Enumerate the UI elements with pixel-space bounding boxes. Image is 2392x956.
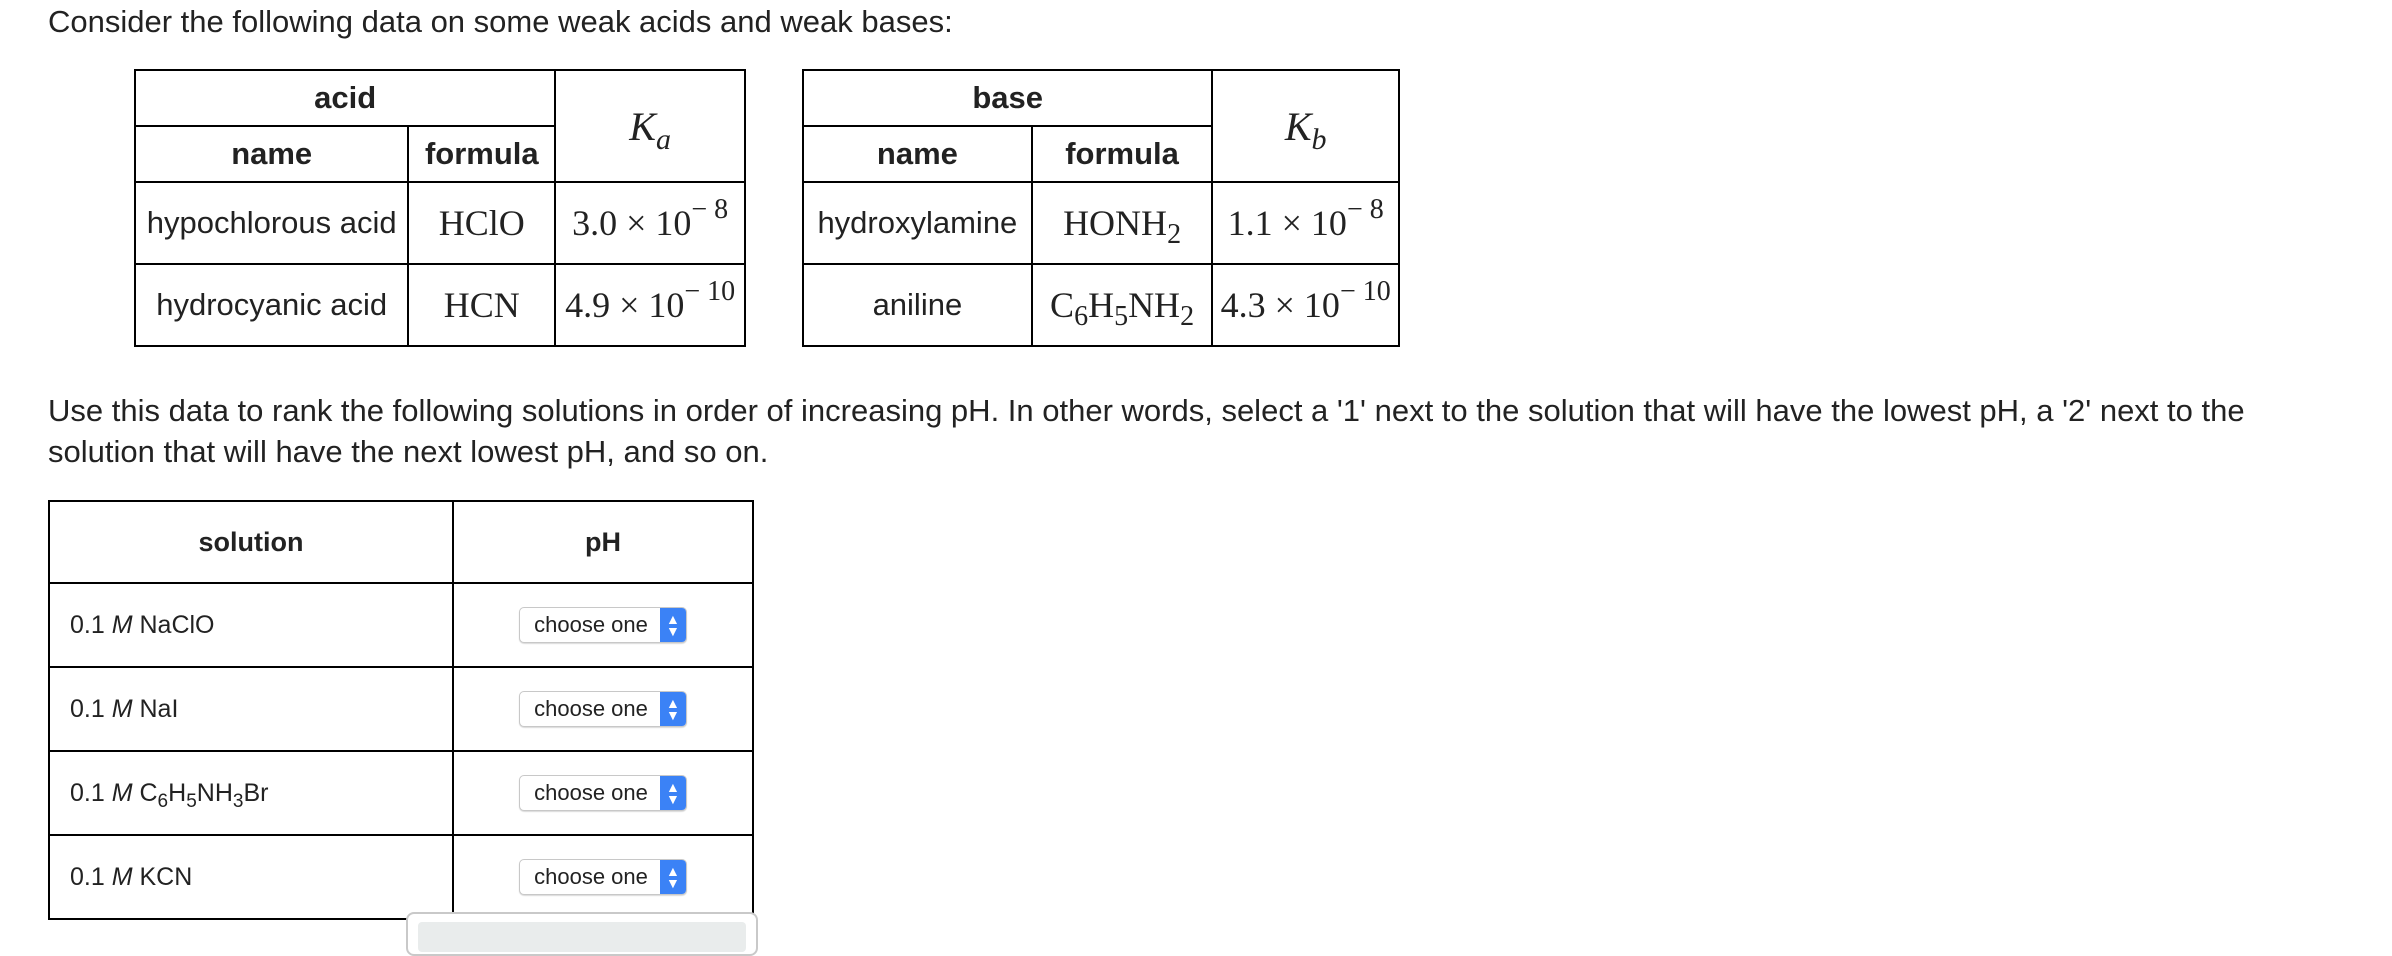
base-name-header: name: [803, 126, 1032, 182]
ph-rank-select[interactable]: choose one ▲ ▼: [519, 859, 687, 895]
kb-value: $4.3 \times 10^{- 10}$: [1212, 264, 1399, 346]
acid-name: hypochlorous acid: [135, 182, 408, 264]
acid-name: hydrocyanic acid: [135, 264, 408, 346]
up-down-arrows-icon: ▲ ▼: [660, 776, 686, 810]
ph-rank-select[interactable]: choose one ▲ ▼: [519, 691, 687, 727]
ka-value: $4.9 \times 10^{- 10}$: [555, 264, 745, 346]
base-group-header: base: [803, 70, 1212, 126]
acid-formula-header: formula: [408, 126, 555, 182]
instructions-text: Use this data to rank the following solutions in order of increasing pH. In other words, select a '1' next to the solution that will have the lowest pH, a '2' next to the solution that will have the next lowest pH, and so on.: [48, 393, 2245, 469]
acid-table: [134, 69, 746, 347]
acid-formula: HClO: [408, 182, 555, 264]
table-row: [49, 583, 753, 667]
solution-label: 0.1 M NaI: [49, 667, 453, 751]
acid-name-header: name: [135, 126, 408, 182]
ranking-table: [48, 500, 754, 920]
up-down-arrows-icon: ▲ ▼: [660, 692, 686, 726]
ph-header: pH: [453, 501, 753, 583]
solution-label: 0.1 M $C_6H_5NH_3Br$: [49, 751, 453, 835]
kb-header: $K_b$: [1212, 70, 1399, 182]
base-table: [802, 69, 1400, 347]
up-down-arrows-icon: ▲ ▼: [660, 608, 686, 642]
answer-tools-button[interactable]: [406, 912, 758, 956]
ph-rank-select[interactable]: choose one ▲ ▼: [519, 607, 687, 643]
ka-header: $K_a$: [555, 70, 745, 182]
base-name: aniline: [803, 264, 1032, 346]
table-row: [49, 835, 753, 919]
kb-value: $1.1 \times 10^{- 8}$: [1212, 182, 1399, 264]
ka-value: $3.0 \times 10^{- 8}$: [555, 182, 745, 264]
table-row: [135, 182, 745, 264]
acid-group-header: acid: [135, 70, 555, 126]
solution-label: 0.1 M NaClO: [49, 583, 453, 667]
table-row: [803, 264, 1399, 346]
table-row: [135, 264, 745, 346]
up-down-arrows-icon: ▲ ▼: [660, 860, 686, 894]
table-row: [49, 751, 753, 835]
base-formula: $C_6H_5NH_2$: [1032, 264, 1213, 346]
table-row: [49, 667, 753, 751]
solution-header: solution: [49, 501, 453, 583]
ph-rank-select[interactable]: choose one ▲ ▼: [519, 775, 687, 811]
base-formula-header: formula: [1032, 126, 1213, 182]
base-formula: $HONH_2$: [1032, 182, 1213, 264]
table-row: [803, 182, 1399, 264]
solution-label: 0.1 M KCN: [49, 835, 453, 919]
acid-formula: HCN: [408, 264, 555, 346]
intro-text: Consider the following data on some weak acids and weak bases:: [48, 4, 953, 39]
base-name: hydroxylamine: [803, 182, 1032, 264]
